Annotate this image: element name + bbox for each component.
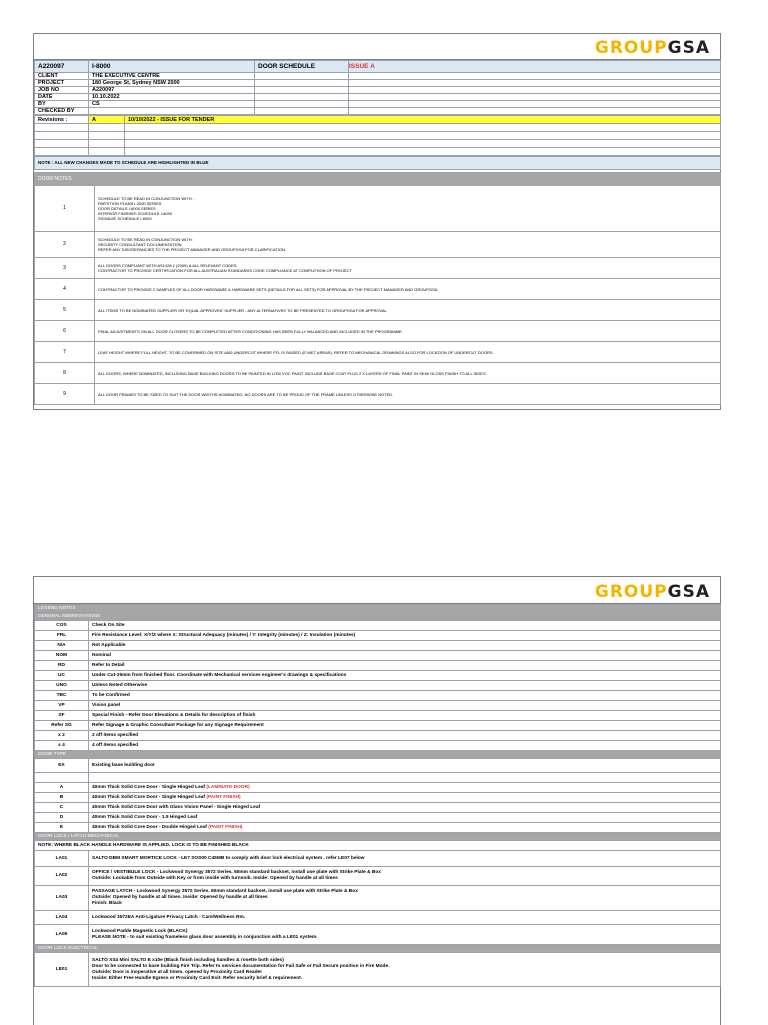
- note-number: 5: [35, 300, 95, 321]
- lock-code: LE01: [35, 953, 89, 987]
- legend-heading: LEGEND NOTES: [35, 605, 721, 613]
- note-text: ALL ITEMS TO BE NOMINATED SUPPLIER OR 'EQUAL APPROVED' SUPPLIER - ANY ALTERNATIVES TO BE PRESENTED TO GROUPGSA FOR APPROVAL: [95, 300, 721, 321]
- door-type-code: E: [35, 823, 89, 833]
- job-number: A220097: [35, 61, 89, 73]
- abbr-text: Refer Signage & Graphic Consultant Package for any Signage Requirement: [89, 721, 721, 731]
- project-info-table: [34, 60, 721, 115]
- abbr-text: Vision panel: [89, 701, 721, 711]
- info-label: CLIENT: [35, 73, 89, 80]
- info-value: A220097: [89, 87, 255, 94]
- lock-note: NOTE: WHERE BLACK HANDLE HARDWARE IS APPLIED, LOCK IS TO BE FINISHED BLACK: [35, 841, 721, 851]
- lock-code: LA05: [35, 925, 89, 945]
- lock-code: LA02: [35, 867, 89, 886]
- abbr-text: Refer to Detail: [89, 661, 721, 671]
- info-label: JOB NO: [35, 87, 89, 94]
- note-number: 7: [35, 342, 95, 363]
- lock-text: PASSAGE LATCH - Lockwood Synergy 3572 Series. 60mm standard backset, install use plate with Strike Plate & Box Outside: Opened by handle at all times. Inside: Opened by handle at all times Finish: Black: [89, 886, 721, 911]
- note-number: 9: [35, 384, 95, 405]
- sheet-header: [34, 34, 720, 60]
- info-value: 180 George St, Sydney NSW 2000: [89, 80, 255, 87]
- abbr-code: Refer SG: [35, 721, 89, 731]
- lock-code: LA03: [35, 886, 89, 911]
- legend-notes-sheet: [33, 576, 721, 1025]
- abbr-code: UC: [35, 671, 89, 681]
- info-value: [89, 108, 255, 115]
- abbr-code: RD: [35, 661, 89, 671]
- sheet-header: [34, 577, 720, 604]
- info-value: 10.10.2022: [89, 94, 255, 101]
- door-type-code: EX: [35, 759, 89, 773]
- abbr-code: x 2: [35, 731, 89, 741]
- abbr-code: COS: [35, 621, 89, 631]
- abbr-text: Special Finish - Refer Door Elevations & Details for description of finish: [89, 711, 721, 721]
- note-text: LEAF HEIGHT WHERE FULL HEIGHT, TO BE CONFIRMED ON SITE AND UNDERCUT WHERE FFL IS RAISED (E.WET AREAS). REFER TO MECHANICAL DRAWINGS ALSO FOR LOCATION OF UNDERCUT DOORS.: [95, 342, 721, 363]
- info-label: PROJECT: [35, 80, 89, 87]
- door-type-text: 40mm Thick Solid Core Door - Single Hinged Leaf (PAINT FINISH): [89, 793, 721, 803]
- note-text: CONTRACTOR TO PROVIDE 2 SAMPLES OF ALL DOOR HARDWARE & HARDWARE SETS (DETAILS FOR ALL SETS) FOR APPROVAL BY THE PROJECT MANAGER AND GROUPGSA: [95, 279, 721, 300]
- info-value: THE EXECUTIVE CENTRE: [89, 73, 255, 80]
- abbr-text: Fire Resistance Level: X/Y/Z where X: Structural Adequacy (minutes) / Y: Integrity (minutes) / Z: Insulation (minutes): [89, 631, 721, 641]
- lock-code: LA04: [35, 911, 89, 925]
- info-label: CHECKED BY: [35, 108, 89, 115]
- abbr-code: FRL: [35, 631, 89, 641]
- door-type-text: 40mm Thick Solid Core Door - 1.5 Hinged Leaf: [89, 813, 721, 823]
- changes-note: NOTE : ALL NEW CHANGES MADE TO SCHEDULE ARE HIGHLIGHTED IN BLUE: [35, 157, 721, 170]
- note-text: ALL DOOR FRAMES TO BE SIZED TO SUIT THE DOOR WIDTHS NOMINATED. NO DOORS ARE TO BE PROUD OF THE FRAME UNLESS OTHERWISE NOTED.: [95, 384, 721, 405]
- door-schedule-sheet: [33, 33, 721, 410]
- abbr-text: Under Cut-25mm from finished floor. Coordinate with Mechanical services engineer's drawings & specifications: [89, 671, 721, 681]
- revisions-label: Revisions :: [35, 116, 89, 124]
- info-label: DATE: [35, 94, 89, 101]
- door-notes-heading: DOOR NOTES: [35, 173, 721, 186]
- abbr-text: To be Confirmed: [89, 691, 721, 701]
- lock-text: SALTO DBM SMART MORTICE LOCK - LE7 SOS00 C45MB to comply with door lock electrical system . refer LE07 below: [89, 851, 721, 867]
- note-number: 3: [35, 258, 95, 279]
- note-text: ALL DOORS, WHERE NOMINATED, INCLUDING BASE BUILDING DOORS TO BE PAINTED IN LOW VOC PAINT. INCLUDE BASE COAT PLUS 2 X LAYERS OF FINAL PAINT IN SEMI GLOSS FINISH TO ALL SIDES.: [95, 363, 721, 384]
- revision-text: 10/10/2022 - ISSUE FOR TENDER: [125, 116, 721, 124]
- abbr-code: N/A: [35, 641, 89, 651]
- door-type-code: A: [35, 783, 89, 793]
- abbr-text: Nominal: [89, 651, 721, 661]
- lock-code: LA01: [35, 851, 89, 867]
- abbr-text: Check On Site: [89, 621, 721, 631]
- legend-table: [34, 604, 721, 987]
- abbr-code: NOM: [35, 651, 89, 661]
- door-type-text: Existing base building door: [89, 759, 721, 773]
- lock-electrical-heading: DOOR LOCK ELECTRICAL: [35, 945, 721, 953]
- abbr-code: x 4: [35, 741, 89, 751]
- note-number: 4: [35, 279, 95, 300]
- abbr-text: 4 off items specified: [89, 741, 721, 751]
- note-number: 1: [35, 186, 95, 232]
- door-type-text: 40mm Thick Solid Core Door - Single Hinged Leaf (LAMINATE DOOR): [89, 783, 721, 793]
- general-abbreviations-heading: GENERAL ABBREVIATIONS: [35, 613, 721, 621]
- info-label: BY: [35, 101, 89, 108]
- note-number: 8: [35, 363, 95, 384]
- lock-text: Lockwood Padde Magnetic Lock (BLACK) PLEASE NOTE - to suit existing frameless glass door assembly in conjunction with a LE01 system.: [89, 925, 721, 945]
- drawing-number: I-8000: [89, 61, 255, 73]
- door-type-text: 40mm Thick Solid Core Door with Glass Vision Panel - Single Hinged Leaf: [89, 803, 721, 813]
- lock-text: Lockwood 3572EA Anti-Ligature Privacy Latch - Care/Wellness Rm.: [89, 911, 721, 925]
- abbr-text: Unless Noted Otherwise: [89, 681, 721, 691]
- lock-mechanical-heading: DOOR LOCK / LATCH MECHANICAL: [35, 833, 721, 841]
- door-type-code: B: [35, 793, 89, 803]
- abbr-text: 2 off items specified: [89, 731, 721, 741]
- note-text: ALL DOORS COMPLIANT WITH AS1428.1 (2009) & ALL RELEVANT CODES. CONTRACTOR TO PROVIDE CERTIFICATION FOR ALL AUSTRALIAN STANDARDS CODE COMPLIANCE AT COMPLETION OF PROJECT: [95, 258, 721, 279]
- lock-text: SALTO XS4 Mini SALTO E x10e (Black finish including handles & rosette both sides) Door to be connected to base building Fire Trip. Refer to services documentation for Fail Safe or Fail Secure position in Fire Mode. Outside: Door is inoperative at all times. opened by Proximity Card Reader Inside: Either Free Handle Egress or Proximity Card Exit- Refer security brief & requirement.: [89, 953, 721, 987]
- note-text: FINAL ADJUSTMENTS ON ALL DOOR CLOSERS TO BE COMPLETED AFTER CONDITIONING HAS BEEN FULLY BALANCED AND INCLUDED IN THE PROGRAMME.: [95, 321, 721, 342]
- lock-text: OFFICE / VESTIBULE LOCK - Lockwood Synergy 3572 Series. 60mm standard backset, install use plate with Strike Plate & Box Outside: Lockable from Outside with Key or from inside with turnsnib. Inside: Opened by handle at all times: [89, 867, 721, 886]
- abbr-code: TBC: [35, 691, 89, 701]
- note-number: 2: [35, 232, 95, 258]
- info-value: CS: [89, 101, 255, 108]
- note-text: SCHEDULE TO BE READ IN CONJUNCTION WITH : PARTITION PLANS I-2000 SERIES DOOR DETAILS I-6000 SERIES INTERIOR FINISHES SCHEDULE I-8000 SIGNAGE SCHEDULE I-8000: [95, 186, 721, 232]
- issue-label: ISSUE A: [349, 61, 721, 73]
- abbr-code: VP: [35, 701, 89, 711]
- groupgsa-logo: GROUPGSA: [594, 582, 710, 602]
- groupgsa-logo: GROUPGSA: [594, 38, 710, 58]
- note-text: SCHEDULE TO BE READ IN CONJUNCTION WITH : SECURITY CONSULTANT DOCUMENTATION REFER ANY DISCREPANCIES TO THE PROJECT MANAGER AND GROUPGSA FOR CLARIFICATION.: [95, 232, 721, 258]
- door-type-code: D: [35, 813, 89, 823]
- abbr-code: UNO: [35, 681, 89, 691]
- door-type-text: 40mm Thick Solid Core Door - Double Hinged Leaf (PAINT FINISH): [89, 823, 721, 833]
- abbr-code: SF: [35, 711, 89, 721]
- door-type-code: C: [35, 803, 89, 813]
- revisions-table: [34, 115, 721, 156]
- revision-code: A: [89, 116, 125, 124]
- note-number: 6: [35, 321, 95, 342]
- schedule-title: DOOR SCHEDULE: [255, 61, 349, 73]
- abbr-text: Not Applicable: [89, 641, 721, 651]
- door-type-heading: DOOR TYPE: [35, 751, 721, 759]
- door-notes-table: [34, 156, 721, 405]
